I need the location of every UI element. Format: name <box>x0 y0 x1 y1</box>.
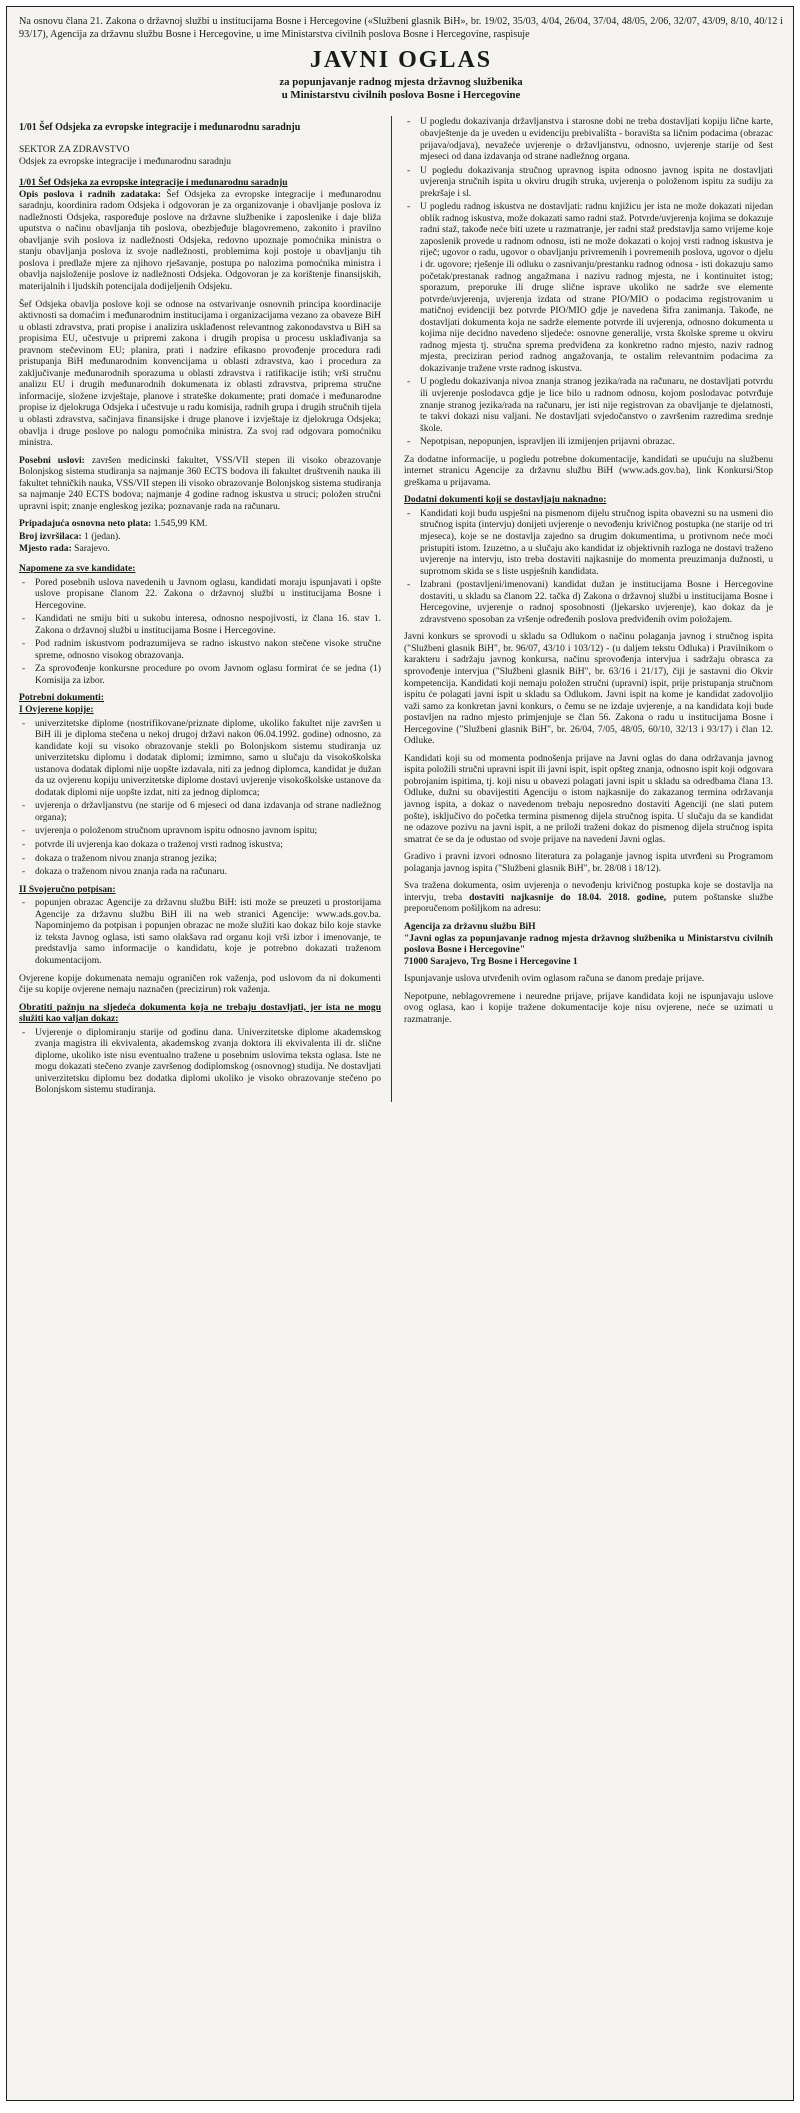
documents-heading: Potrebni dokumenti: <box>19 692 104 704</box>
literature-paragraph: Gradivo i pravni izvori odnosno literatura za polaganje javnog ispita utvrđeni su Programom polaganja javnog ispita ("Službeni glasnik BiH", br. 28/08 i 18/12). <box>404 851 773 874</box>
department-name: Odsjek za evropske integracije i međunarodnu saradnju <box>19 155 232 167</box>
salary-value: 1.545,99 KM. <box>153 518 208 530</box>
list-item: - dokaza o traženom nivou znanja rada na računaru. <box>19 866 381 878</box>
conditions-label: Posebni uslovi: <box>19 454 85 466</box>
additional-docs-list <box>404 508 773 625</box>
candidates-paragraph: Kandidati koji su od momenta podnošenja prijave na Javni oglas do dana održavanja javnog ispita položili stručni upravni ispit ili javni ispit, ispit opšteg znanja, odnosno ispit koji odgovara pobrojanim ispitima, tj. koji nisu u obavezi polagati javni ispit u skladu sa odredbama člana 13. Odluke, dužni su obavijestiti Agenciju o istom najkasnije do zakazanog termina održavanja javnog ispita, a dokaz o navedenom trebaju neposredno dostaviti Agenciji (ne slati putem pošte), isključivo do početka termina pismenog dijela stručnog ispita. U slučaju da se kandidat ne odazove pozivu na javni ispit, a ne priloži traženi dokaz do pismenog dijela stručnog ispita smatrat će se da je odustao od svoje prijave na navedeni Javni oglas. <box>404 752 773 845</box>
info-paragraph: Za dodatne informacije, u pogledu potrebne dokumentacije, kandidati se upućuju na službenu internet stranicu Agencije za državnu službu BiH (www.ads.gov.ba), link Konkursi/Stop greškama u prijavama. <box>404 453 773 488</box>
conditions-text: završen medicinski fakultet, VSS/VII stepen ili visoko obrazovanje Bolonjskog sistema studiranja sa najmanje 360 ECTS bodova ili fakultet društvenih nauka ili fakultet tehničkih nauka, VSS/VII stepen ili visoko obrazovanje Bolonjskog sistema studiranja sa najmanje 240 ECTS bodova; najmanje 4 godine radnog iskustva u struci; položen stručni upravni ispit; znanje engleskog jezika; poznavanje rada na računaru. <box>19 454 381 512</box>
list-item: - Pod radnim iskustvom podrazumijeva se radno iskustvo nakon stečene visoke stručne spreme, odnosno visokog obrazovanja. <box>19 638 381 661</box>
proof-list <box>404 116 773 447</box>
closing-paragraph-2: Nepotpune, neblagovremene i neuredne prijave, prijave kandidata koji ne ispunjavaju uslove ovog oglasa, kao i kopije tražene dokumentacije koje nisu ovjerene, neće se uzimati u razmatranje. <box>404 990 773 1025</box>
deadline-pre: Sva tražena dokumenta, osim uvjerenja o nevođenju krivičnog postupka koje se dostavlja na intervju, treba <box>404 880 773 903</box>
conditions-paragraph <box>19 455 381 513</box>
documents-subheading-1: I Ovjerene kopije: <box>19 704 94 716</box>
position-heading: 1/01 Šef Odsjeka za evropske integracije i međunarodnu saradnju <box>19 122 301 134</box>
two-column-body <box>19 116 783 1102</box>
list-item: - uvjerenja o državljanstvu (ne starije od 6 mjeseci od dana izdavanja od strane nadležnog organa); <box>19 800 381 823</box>
notes-list <box>19 577 381 687</box>
additional-docs-heading: Dodatni dokumenti koji se dostavljaju naknadno: <box>404 494 607 506</box>
attention-heading: Obratiti pažnju na sljedeća dokumenta koja ne trebaju dostavljati, jer ista ne mogu služiti kao valjan dokaz: <box>19 1001 381 1025</box>
exam-paragraph: Javni konkurs se sprovodi u skladu sa Odlukom o načinu polaganja javnog i stručnog ispita ("Službeni glasnik BiH", br. 96/07, 43/10 i 103/12) - (u daljem tekstu Odluka) i Pravilnikom o karakteru i sadržaju javnog konkursa, načinu sprovođenja intervjua i sadržaju obrasca za sprovođenje intervjua ("Službeni glasnik BiH", br. 63/16 i 21/17), čiji je sastavni dio Okvir kompetencija. Kandidati koji nemaju položen stručni (upravni) ispit, prije pristupanja stručnom ispitu će polagati javni ispit u skladu sa Odlukom. Javni ispit na kome je kandidat zadovoljio važi samo za konkretan javni konkurs, o čemu se ne izdaje uvjerenje, a na kandidata koji bude postavljen na radno mjesto primjenjuje se član 56. Zakona o radu u institucijama Bosne i Hercegovine ("Službeni glasnik BiH", br. 26/04, 7/05, 48/05, 60/10, 32/13 i 93/17) i član 12. Odluke. <box>404 631 773 747</box>
list-item: - Kandidati koji budu uspješni na pismenom dijelu stručnog ispita obavezni su na usmeni dio stručnog ispita (intervju) donijeti uvjerenje o nevođenju krivičnog postupka (ne starije od tri mjeseca), koje se ne dostavlja zajedno sa drugim dokumentima, u protivnom neće moći pristupiti istom. Izuzetno, a u slučaju ako kandidat iz objektivnih razloga ne dostavi traženo uvjerenje na intervju, isto treba dostaviti najkasnije do momenta preuzimanja dužnosti, u suprotnom skida se s liste uspješnih kandidata. <box>404 508 773 577</box>
documents-subheading-2: II Svojeručno potpisan: <box>19 883 116 895</box>
executors-line <box>19 531 381 543</box>
list-item: - U pogledu dokazivanja stručnog upravnog ispita odnosno javnog ispita ne dostavljati uvjerenja stručnih ispita u okviru drugih struka, uvjerenja o položenom ispitu za sudiju za prekršaje i sl. <box>404 165 773 200</box>
list-item: - popunjen obrazac Agencije za državnu službu BiH: isti može se preuzeti u prostorijama Agencije za državnu službu BiH ili na web stranici Agencije: www.ads.gov.ba. Napominjemo da potpisan i popunjen obrazac ne može služiti kao dokaz bilo koje stavke iz teksta Javnog oglasa, isti samo olakšava rad organu koji vrši izbor i imenovanje, te predstavlja samo informacije o kandidatu, koje je potrebno dokazati traženom dokumentacijom. <box>19 897 381 966</box>
duties-text: Šef Odsjeka za evropske integracije i međunarodnu saradnju, koordinira radom Odsjeka i odgovoran je za organizovanje i obavljanje poslova iz nadležnosti Odsjeka, raspoređuje poslove na državne službenike i zaposlenike i daje bliža uputstva o načinu obavljanja tih poslova, obezbjeđuje blagovremeno, zakonito i pravilno obavljanje svih poslova iz nadležnosti Odsjeka, redovno upoznaje pomoćnika ministra o stanju obavljanja poslova iz svoje nadležnosti, problemima koji postoje u obavljanju tih poslova i predlaže mjere za njihovo rješavanje, postupa po nalozima pomoćnika ministra i obavlja najsloženije poslove iz nadležnosti Odsjeka. Odgovoran je za korištenje finansijskih, materijalnih i ljudskih potencijala dodijeljenih Odsjeku. <box>19 188 382 292</box>
newspaper-notice <box>6 6 794 2101</box>
address-line-3: 71000 Sarajevo, Trg Bosne i Hercegovine 1 <box>404 955 578 967</box>
right-column <box>391 116 773 1102</box>
subtitle-line-1: za popunjavanje radnog mjesta državnog službenika <box>279 76 523 89</box>
list-item: - Izabrani (postavljeni/imenovani) kandidat dužan je institucijama Bosne i Hercegovine dostaviti, u skladu sa članom 22. tačka d) Zakona o državnoj službi u institucijama Bosne i Hercegovine, uvjerenje o radnoj sposobnosti (ljekarsko uvjerenje), kao dokaz da je zdravstveno sposoban za vršenje određenih poslova predviđenih ovim položajem. <box>404 579 773 625</box>
salary-label: Pripadajuća osnovna neto plata: <box>19 518 152 530</box>
address-line-1: Agencija za državnu službu BiH <box>404 920 536 932</box>
list-item: - Uvjerenje o diplomiranju starije od godinu dana. Univerzitetske diplome akademskog zvanja magistra ili ekvivalenta, akademskog zvanja doktora ili ekvivalenta ili dr. slične diplome, ukoliko iste nisu eventualno tražene u posebnim uslovima teksta oglasa. Iste ne mogu dokazati stečeno zvanje završenog dodiplomskog (osnovnog) studija. Ne dostavljati univerzitetsku diplomu bez dodatka diplomi ukoliko je visoko obrazovanje stečeno po Bolonjskom sistemu studiranja. <box>19 1027 381 1096</box>
place-line <box>19 543 381 555</box>
subtitle-line-2: u Ministarstvu civilnih poslova Bosne i Hercegovine <box>281 89 521 102</box>
preamble: Na osnovu člana 21. Zakona o državnoj službi u institucijama Bosne i Hercegovine («Službeni glasnik BiH», br. 19/02, 35/03, 4/04, 26/04, 37/04, 48/05, 2/06, 32/07, 43/09, 8/10, 40/12 i 93/17), Agencija za državnu službu Bosne i Hercegovine, u ime Ministarstva civilnih poslova Bosne i Hercegovine, raspisuje <box>19 16 783 41</box>
list-item: - Kandidati ne smiju biti u sukobu interesa, odnosno nespojivosti, iz člana 16. stav 1. Zakona o državnoj službi u institucijama Bosne i Hercegovine. <box>19 613 381 636</box>
duties-paragraph-2: Šef Odsjeka obavlja poslove koji se odnose na ostvarivanje osnovnih principa koordinacije aktivnosti sa domaćim i međunarodnim institucijama i organizacijama vezano za obaveze BiH u oblasti zdravstva, prati propise i analizira usklađenost relevantnog zakonodavstva u BiH sa propisima EU, učestvuje u pripremi zakona i drugih propisa u procesu usklađivanja sa pravnom stečevinom EU; planira, prati i nadzire efikasno provođenje procedura radi pristupanja BiH međunarodnim konvencijama u oblasti zdravstva, kao i procedura za zaključivanje međunarodnih sporazuma u oblasti zdravstva i ratifikacije istih; vrši stručnu analizu EU i drugih međunarodnih dokumenata iz oblasti zdravstva, priprema stručne informacije, složene izvještaje, planove i strateške dokumente; prati domaće i međunarodne propise iz djelokruga Odsjeka i učestvuje u radu komisija, radnih grupa i drugih stručnih tijela u oblasti zdravstva, sačinjava finansijske i druge planove i izvještaje iz djelokruga Odsjeka; obavlja i druge poslove po nalogu pomoćnika ministra. Za svoj rad odgovara pomoćniku ministra. <box>19 298 381 449</box>
list-item: - potvrde ili uvjerenja kao dokaza o traženoj vrsti radnog iskustva; <box>19 839 381 851</box>
deadline-post: putem poštanske službe preporučenom pošiljkom na adresu: <box>404 891 773 915</box>
list-item: - Pored posebnih uslova navedenih u Javnom oglasu, kandidati moraju ispunjavati i opšte uslove propisane članom 22. Zakona o državnoj službi u institucijama Bosne i Hercegovine. <box>19 577 381 612</box>
address-line-2: "Javni oglas za popunjavanje radnog mjesta državnog službenika u Ministarstvu civilnih poslova Bosne i Hercegovine" <box>404 932 773 956</box>
left-column <box>19 116 391 1102</box>
notes-heading: Napomene za sve kandidate: <box>19 563 136 574</box>
place-value: Sarajevo. <box>74 543 110 555</box>
salary-line <box>19 518 381 530</box>
notice-title: JAVNI OGLAS <box>309 47 493 74</box>
duties-paragraph <box>19 189 381 293</box>
mailing-address <box>404 921 773 967</box>
sector-name: SEKTOR ZA ZDRAVSTVO <box>19 143 130 155</box>
executors-value: 1 (jedan). <box>84 530 121 542</box>
copies-note: Ovjerene kopije dokumenata nemaju ograničen rok važenja, pod uslovom da ni dokumenti čije su kopije ovjerene nemaju naznačen (precizirun) rok važenja. <box>19 972 381 996</box>
list-item: - dokaza o traženom nivou znanja stranog jezika; <box>19 853 381 865</box>
position-heading-2: 1/01 Šef Odsjeka za evropske integracije i međunarodnu saradnju <box>19 177 288 189</box>
documents-list-1 <box>19 718 381 878</box>
list-item: - U pogledu dokazivanja državljanstva i starosne dobi ne treba dostavljati kopiju lične karte, obavještenje da je uveden u evidenciju prebivališta - boravišta sa ličnim podacima (obrazac prijava/odjava), nevažeće uvjerenje o državljanstvu, odnosno, uvjerenje starije od šest mjeseci od dana izdavanja od strane nadležnog organa. <box>404 116 773 162</box>
executors-label: Broj izvršilaca: <box>19 530 82 542</box>
list-item: - Nepotpisan, nepopunjen, ispravljen ili izmijenjen prijavni obrazac. <box>404 436 773 448</box>
deadline-date: dostaviti najkasnije do 18.04. 2018. godine, <box>469 891 667 903</box>
attention-list <box>19 1027 381 1096</box>
notice-subtitle <box>19 76 783 102</box>
closing-paragraph-1: Ispunjavanje uslova utvrđenih ovim oglasom računa se danom predaje prijave. <box>404 973 705 985</box>
documents-list-2 <box>19 897 381 966</box>
list-item: - uvjerenja o položenom stručnom upravnom ispitu odnosno javnom ispitu; <box>19 825 381 837</box>
sector-block <box>19 144 381 167</box>
list-item: - U pogledu radnog iskustva ne dostavljati: radnu knjižicu jer ista ne može dokazati nijedan oblik radnog iskustva, može dokazati samo radni staž. Potvrde/uvjerenja kojima se dokazuje radni staž, takođe neće biti uzete u razmatranje, jer radni staž predstavlja samo vrijeme koje zaposlenik provede u radnom odnosu, isti ne može dokazati o kojoj vrsti radnog iskustva je riječ; ugovor o radu, ugovor o obavljanju privremenih i povremenih poslova, ugovor o djelu i dr. ugovore; rješenje ili odluku o zasnivanju/prestanku radnog odnosa - isti dokazuju samo početak/prestanak radnog angažmana i nazivu radnog mjesta, ne i kontinuitet istog; sporazum, preporuke ili druge slične isprave ukoliko ne sadrže sve elemente potvrde/uvjerenja, uvjerenja izdata od strane PIO/MIO o podacima registrovanim u matičnoj evidenciji bez potvrde PIO/MIO gdje je navedena šifra zanimanja. Takođe, ne dostavljati dokumenta koja ne sadrže elemente potvrde ili uvjerenja, odnosno dokumenta u kojima nije decidno navedeno sljedeće: osnovne generalije, vrsta školske spreme u okviru radnog mjesta tj. stručna sprema predviđena za konkretno radno mjesto, naziv radnog mjesta, preciziran period radnog angažovanja, te ostalim relevantnim podacima za dokazivanje tražene vrste radnog iskustva. <box>404 201 773 374</box>
list-item: - Za sprovođenje konkursne procedure po ovom Javnom oglasu formirat će se jedna (1) Komisija za izbor. <box>19 663 381 686</box>
list-item: - U pogledu dokazivanja nivoa znanja stranog jezika/rada na računaru, ne dostavljati potvrdu ili uvjerenje poslodavca gdje je lice bilo u radnom odnosu, kojom poslodavac potvrđuje znanje stranog jezika/rada na računaru, jer isti nije registrovan za obavljanje te djelatnosti, te takvi dokazi nisu valjani. Ne dostavljati svjedočanstvo o završenim razredima srednje škole. <box>404 376 773 434</box>
place-label: Mjesto rada: <box>19 543 72 555</box>
deadline-paragraph <box>404 880 773 915</box>
list-item: - univerzitetske diplome (nostrifikovane/priznate diplome, ukoliko fakultet nije završen u BiH ili je diploma stečena u nekoj drugoj državi nakon 06.04.1992. godine) odnosno, za kandidate koji su visoko obrazovanje stekli po Bolonjskom sistemu studiranja uz univerzitetsku diplomu i dodatak diplomi; izmimno, samo u slučaju da visokoškolska ustanova dodatak diplomi nije uopšte izdavala, niti za jednog diplomca, kandidat je dužan da uz ovjerenu kopiju univerzitetske diplome dostavi uvjerenje visokoškolske ustanove da dodatak diplomi nije uopšte izdat, niti za jednog diplomca; <box>19 718 381 799</box>
duties-label: Opis poslova i radnih zadataka: <box>19 188 161 200</box>
